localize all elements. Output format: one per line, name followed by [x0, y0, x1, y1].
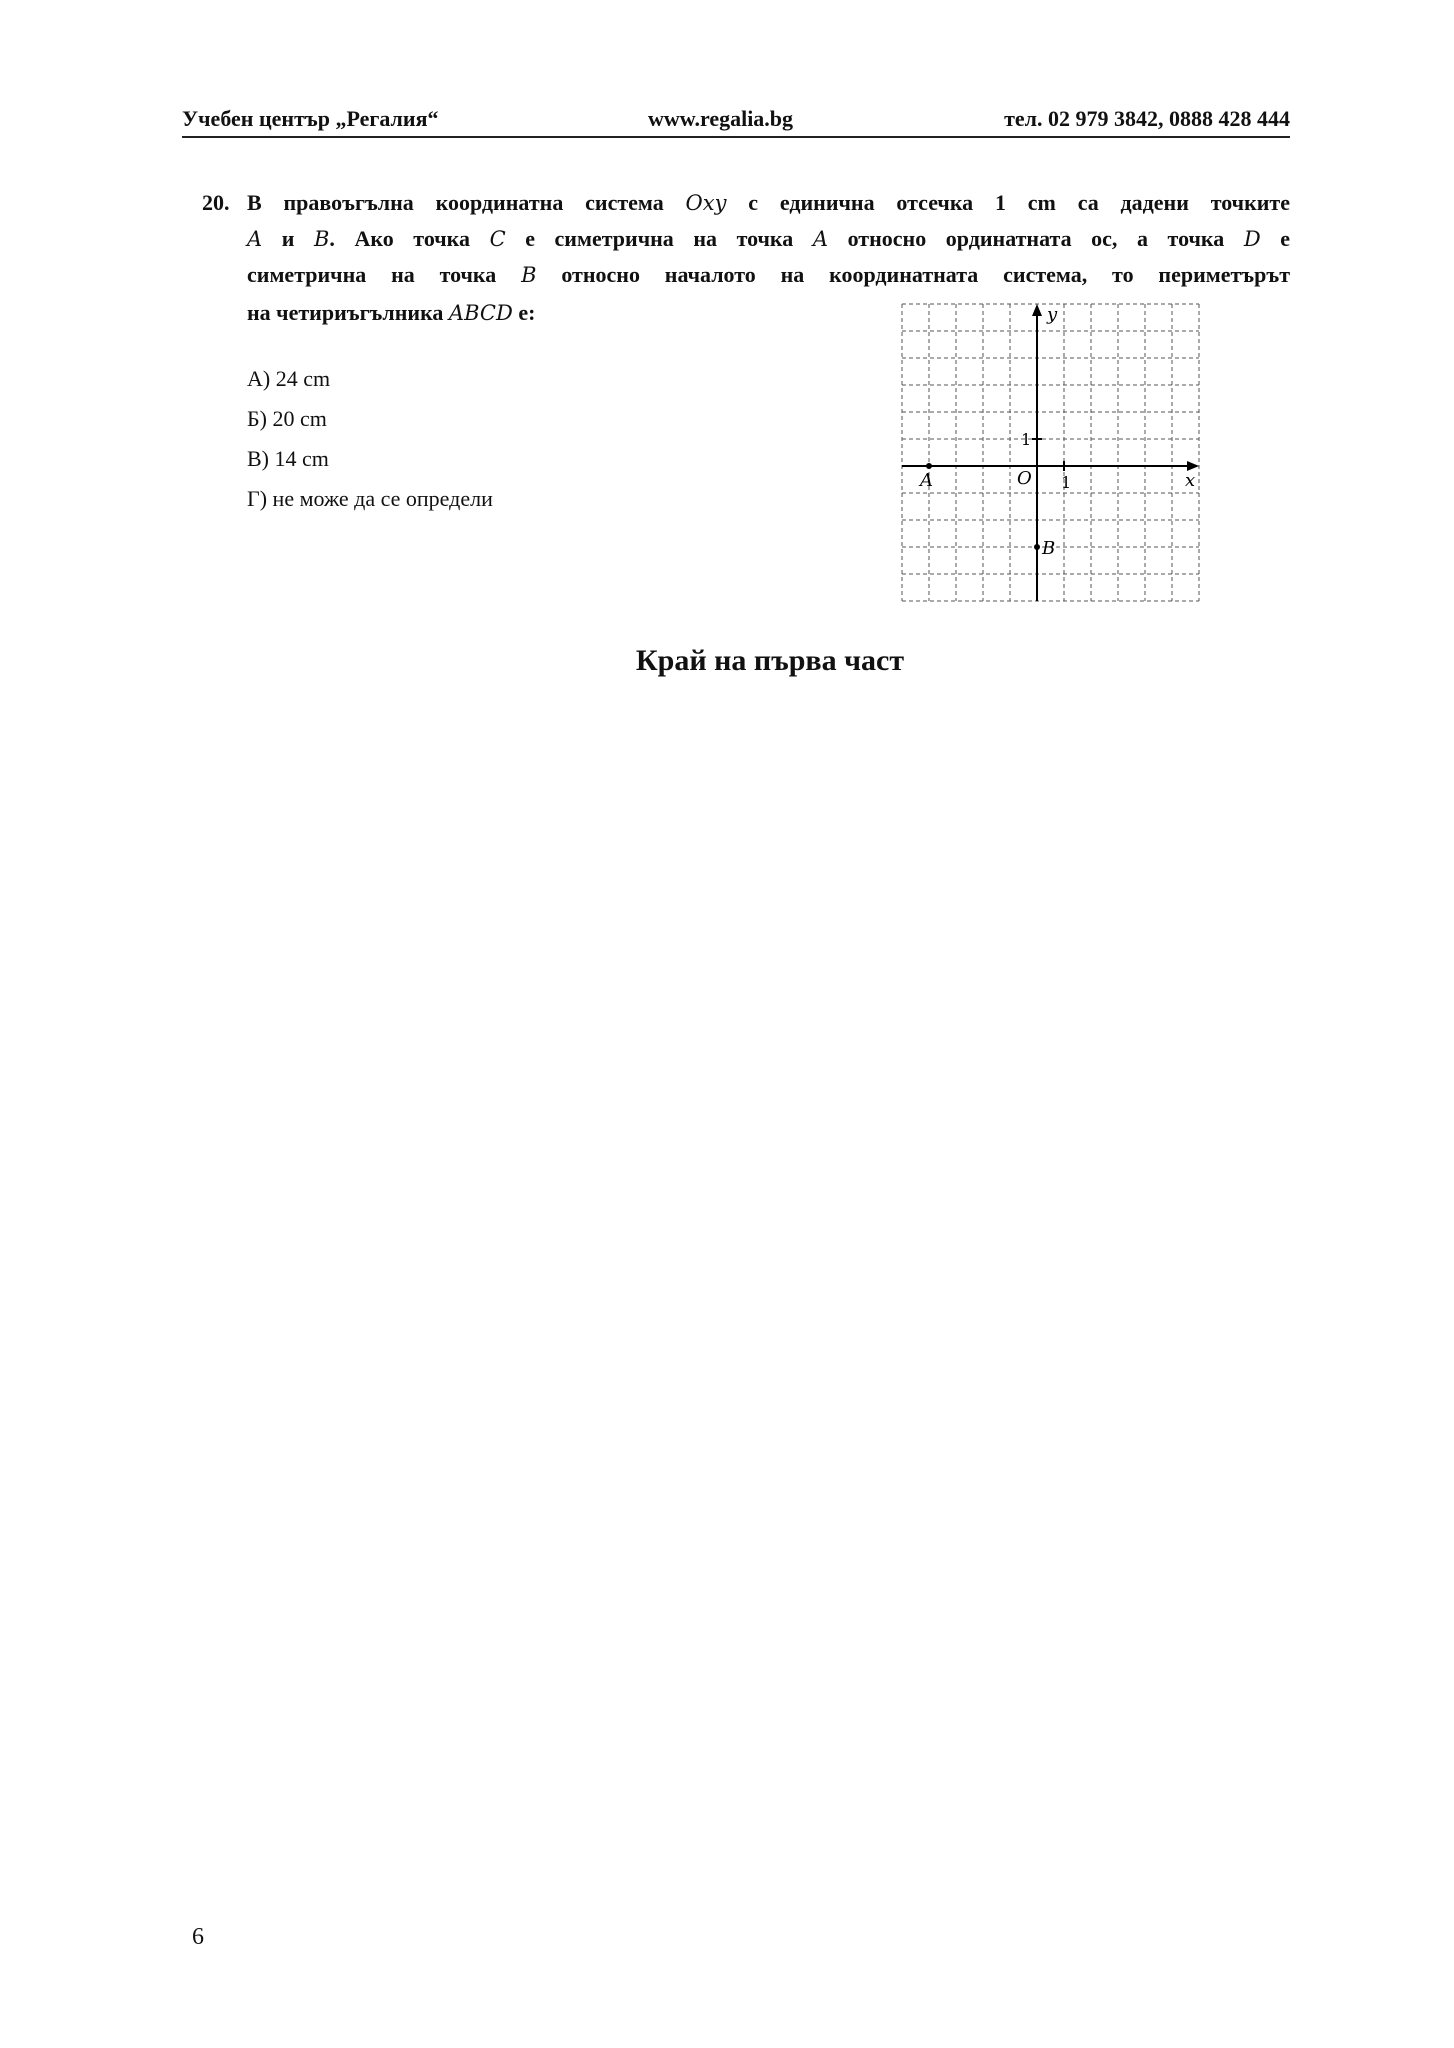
- origin-label: O: [1017, 468, 1032, 489]
- problem-text-line-2: A и B. Ако точка C е симетрична на точка A относно ординатната ос, а точка D е: [247, 226, 1290, 251]
- end-of-part-title: Край на първа част: [635, 644, 905, 677]
- answer-option-b: Б) 20 cm: [247, 406, 327, 431]
- header-website: www.regalia.bg: [648, 106, 794, 131]
- unit-x-label: 1: [1061, 473, 1072, 492]
- y-axis-label: y: [1047, 304, 1058, 325]
- point-a: [926, 463, 932, 469]
- coordinate-grid: [900, 302, 1206, 604]
- x-axis-label: x: [1185, 470, 1196, 491]
- point-b: [1034, 544, 1040, 550]
- page-header: [182, 104, 1290, 138]
- problem-text-line-1: В правоъгълна координатна система Oxy с единична отсечка 1 cm са дадени точките: [247, 190, 1290, 215]
- unit-y-label: 1: [1021, 430, 1032, 449]
- header-phone: тел. 02 979 3842, 0888 428 444: [1004, 106, 1290, 131]
- problem-number: 20.: [202, 190, 230, 215]
- y-axis-arrow: [1032, 304, 1042, 316]
- page-number: 6: [192, 1924, 204, 1950]
- problem-text-line-3: симетрична на точка B относно началото на координатната система, то периметърът: [247, 262, 1290, 287]
- answer-option-a: А) 24 cm: [247, 366, 331, 391]
- point-a-label: A: [920, 470, 933, 491]
- problem-text-line-4: на четириъгълника ABCD е:: [247, 300, 536, 325]
- answer-option-c: В) 14 cm: [247, 446, 329, 471]
- header-org-name: Учебен център „Регалия“: [182, 106, 439, 131]
- answer-option-d: Г) не може да се определи: [247, 486, 493, 511]
- point-b-label: B: [1042, 538, 1056, 559]
